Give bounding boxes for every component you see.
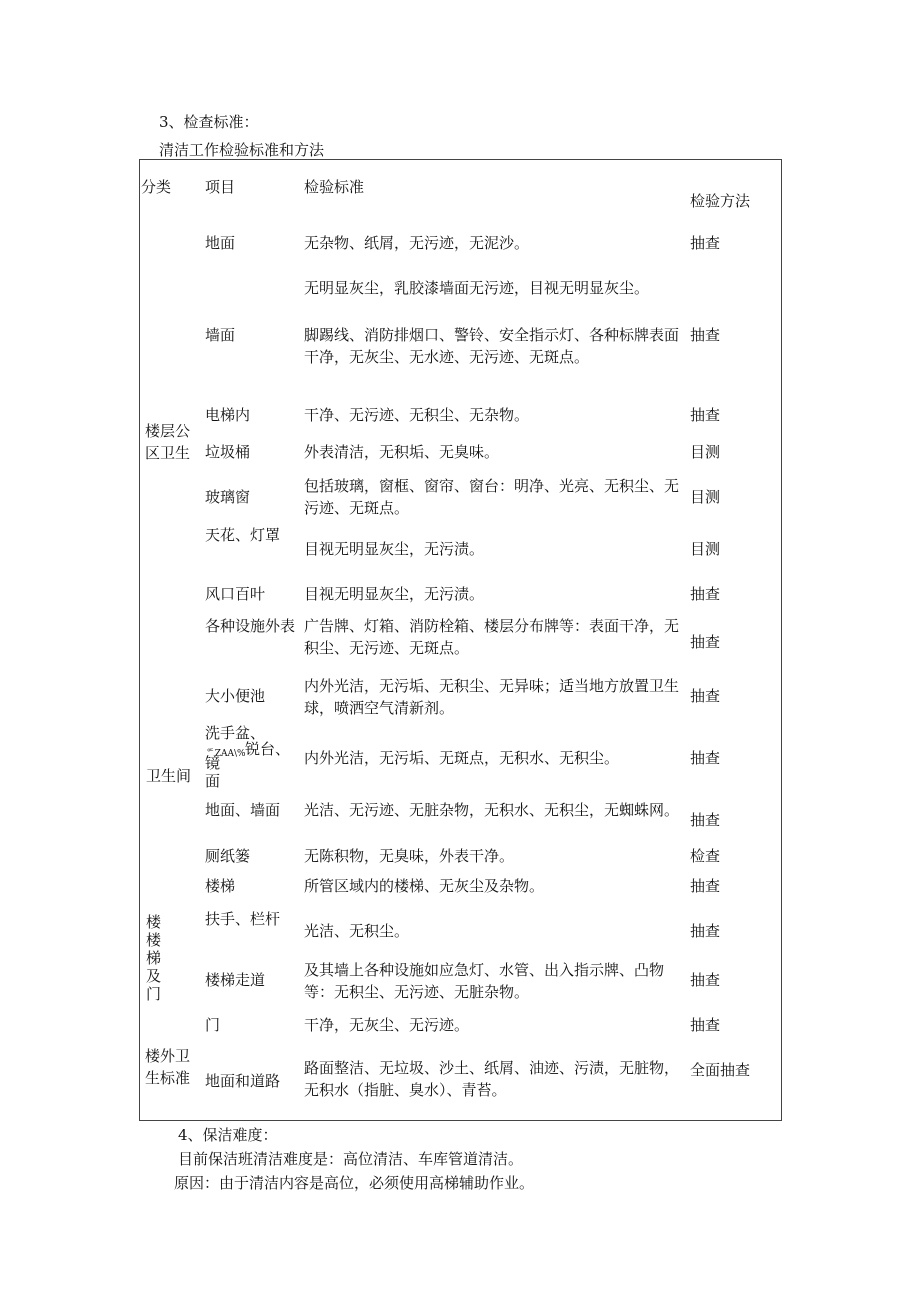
- row-method: 抽查: [690, 1016, 721, 1034]
- row-item: 门: [205, 1016, 221, 1034]
- header-item: 项目: [205, 178, 236, 196]
- row-standard: 广告牌、灯箱、消防栓箱、楼层分布牌等：表面干净，无积尘、无污迹、无斑点。: [304, 617, 680, 657]
- row-method: 抽查: [690, 687, 721, 705]
- section4-line2: 原因：由于清洁内容是高位，必须使用高梯辅助作业。: [174, 1174, 535, 1192]
- header-method: 检验方法: [690, 192, 751, 210]
- row-method: 目测: [690, 443, 721, 461]
- row-standard-extra: 脚踢线、消防排烟口、警铃、安全指示灯、各种标牌表面干净，无灰尘、无水迹、无污迹、无斑点。: [304, 326, 680, 366]
- row-method: 全面抽查: [690, 1061, 751, 1079]
- row-method: 目测: [690, 488, 721, 506]
- row-item: 各种设施外表: [205, 617, 296, 635]
- row-item: 扶手、栏杆: [205, 910, 281, 928]
- section3-heading: 3、检查标准：: [159, 113, 259, 131]
- row-method: 抽查: [690, 971, 721, 989]
- row-standard: 包括玻璃，窗框、窗帘、窗台：明净、光亮、无积尘、无污迹、无斑点。: [304, 477, 680, 517]
- row-standard: 无陈积物，无臭味，外表干净。: [304, 847, 515, 865]
- section4-line1: 目前保洁班清洁难度是：高位清洁、车库管道清洁。: [178, 1150, 524, 1168]
- row-standard: 无杂物、纸屑，无污迹，无泥沙。: [304, 234, 530, 252]
- row-standard: 光洁、无积尘。: [304, 922, 410, 940]
- row-item-cont: 镜: [205, 754, 221, 772]
- row-item-cont: 面: [205, 772, 221, 790]
- header-standard: 检验标准: [304, 178, 365, 196]
- row-method: 抽查: [690, 749, 721, 767]
- row-standard: 内外光洁，无污垢、无斑点，无积水、无积尘。: [304, 749, 620, 767]
- category-floor-public: 楼层公区卫生: [145, 422, 191, 462]
- row-method: 抽查: [690, 811, 721, 829]
- row-item: 电梯内: [205, 406, 251, 424]
- row-standard: 内外光洁，无污垢、无积尘、无异味；适当地方放置卫生球，喷洒空气清新剂。: [304, 677, 680, 717]
- row-item: 风口百叶: [205, 585, 266, 603]
- row-method: 目测: [690, 540, 721, 558]
- row-method: 抽查: [690, 877, 721, 895]
- row-item: 厕纸篓: [205, 847, 251, 865]
- row-item: 地面: [205, 234, 236, 252]
- row-standard: 外表清洁，无积垢、无臭味。: [304, 443, 500, 461]
- row-method: 抽查: [690, 406, 721, 424]
- row-standard: 光洁、无污迹、无脏杂物，无积水、无积尘，无蜘蛛网。: [304, 801, 680, 819]
- section4-heading: 4、保洁难度：: [178, 1126, 278, 1144]
- header-category: 分类: [141, 178, 172, 196]
- row-standard: 目视无明显灰尘，无污渍。: [304, 585, 485, 603]
- row-item: 楼梯: [205, 877, 236, 895]
- row-standard: 干净，无灰尘、无污迹。: [304, 1016, 470, 1034]
- row-item: 垃圾桶: [205, 443, 251, 461]
- row-item: 天花、灯罩: [205, 526, 281, 544]
- row-standard: 所管区域内的楼梯、无灰尘及杂物。: [304, 877, 545, 895]
- row-method: 抽查: [690, 234, 721, 252]
- row-standard: 干净、无污迹、无积尘、无杂物。: [304, 406, 530, 424]
- row-item: 玻璃窗: [205, 488, 251, 506]
- row-item: 洗手盆、: [205, 724, 266, 742]
- row-method: 抽查: [690, 326, 721, 344]
- row-method: 检查: [690, 847, 721, 865]
- table-title: 清洁工作检验标准和方法: [159, 141, 325, 159]
- row-standard: 目视无明显灰尘，无污渍。: [304, 540, 485, 558]
- row-item: 地面和道路: [205, 1072, 281, 1090]
- row-item: 楼梯走道: [205, 971, 266, 989]
- row-item-garbled: ᅂZAA\%: [206, 749, 246, 759]
- row-item: 大小便池: [205, 687, 266, 705]
- row-standard: 及其墙上各种设施如应急灯、水管、出入指示牌、凸物等：无积尘、无污迹、无脏杂物。: [304, 961, 665, 1001]
- row-method: 抽查: [690, 922, 721, 940]
- row-item: 墙面: [205, 326, 236, 344]
- category-restroom: 卫生间: [146, 767, 192, 785]
- category-stairs-door: 楼楼梯及门: [146, 913, 162, 1003]
- row-method: 抽查: [690, 585, 721, 603]
- row-item-cont: 锐台、: [245, 740, 291, 758]
- row-method: 抽查: [690, 633, 721, 651]
- row-standard: 路面整洁、无垃圾、沙土、纸屑、油迹、污渍，无脏物，无积水（指脏、臭水）、青苔。: [304, 1059, 680, 1099]
- row-standard: 无明显灰尘，乳胶漆墙面无污迹，目视无明显灰尘。: [304, 279, 650, 297]
- category-outdoor: 楼外卫生标准: [145, 1047, 191, 1087]
- row-item: 地面、墙面: [205, 801, 281, 819]
